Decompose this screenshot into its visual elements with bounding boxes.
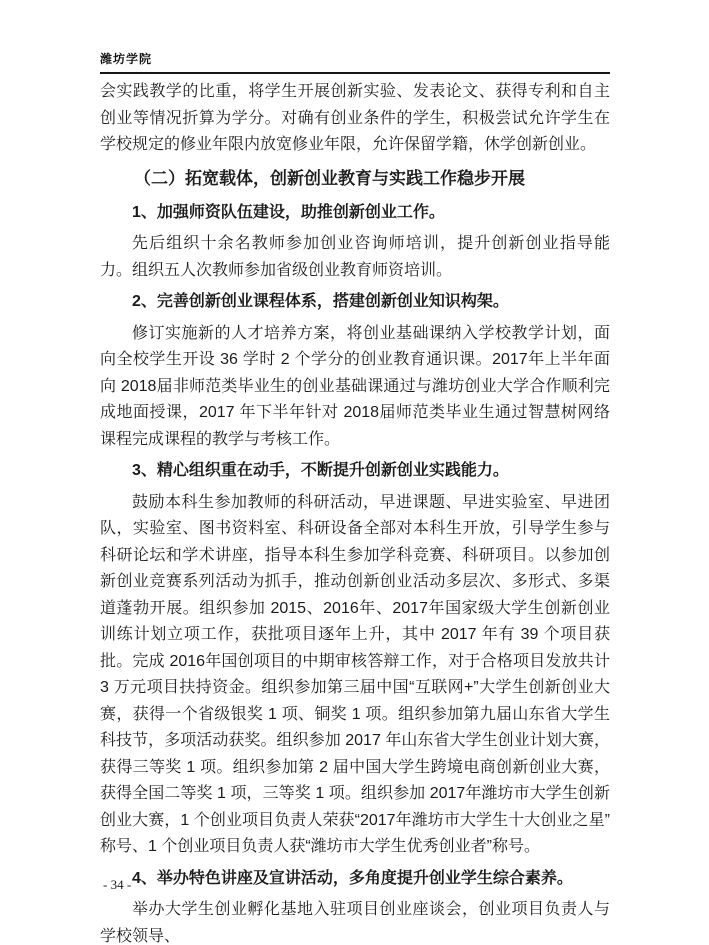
header-school-name: 潍坊学院 (100, 52, 153, 66)
body-paragraph: 修订实施新的人才培养方案，将创业基础课纳入学校教学计划，面向全校学生开设 36 学时 2 个学分的创业教育通识课。2017年上半年面向 2018届非师范类毕业生的创业基础课通过与潍坊创业大学合作顺利完成地面授课，2017 年下半年针对 2018届师范类毕业生通过智慧树网络课程完成课程的教学与考核工作。 (100, 324, 610, 448)
body-paragraph-continued: 会实践教学的比重，将学生开展创新实验、发表论文、获得专利和自主创业等情况折算为学分。对确有创业条件的学生，积极尝试允许学生在学校规定的修业年限内放宽修业年限，允许保留学籍，休学创新创业。 (100, 83, 610, 153)
document-body (100, 79, 610, 945)
body-paragraph: 举办大学生创业孵化基地入驻项目创业座谈会，创业项目负责人与学校领导、 (100, 901, 610, 945)
page-footer (103, 877, 131, 893)
numbered-heading-1: 1、加强师资队伍建设，助推创新创业工作。 (132, 203, 445, 221)
page-header (100, 50, 610, 74)
body-paragraph: 鼓励本科生参加教师的科研活动，早进课题、早进实验室、早进团队，实验室、图书资料室、科研设备全部对本科生开放，引导学生参与科研论坛和学术讲座，指导本科生参加学科竞赛、科研项目。以参加创新创业竞赛系列活动为抓手，推动创新创业活动多层次、多形式、多渠道蓬勃开展。组织参加 2015、2016年、2017年国家级大学生创新创业训练计划立项工作，获批项目逐年上升，其中 2017 年有 39 个项目获批。完成 2016年国创项目的中期审核答辩工作，对于合格项目发放共计 3 万元项目扶持资金。组织参加第三届中国“互联网+”大学生创新创业大赛，获得一个省级银奖 1 项、铜奖 1 项。组织参加第九届山东省大学生科技节，多项活动获奖。组织参加 2017 年山东省大学生创业计划大赛，获得三等奖 1 项。组织参加第 2 届中国大学生跨境电商创新创业大赛，获得全国二等奖 1 项，三等奖 1 项。组织参加 2017年潍坊市大学生创新创业大赛，1 个创业项目负责人荣获“2017年潍坊市大学生十大创业之星”称号、1 个创业项目负责人获“潍坊市大学生优秀创业者”称号。 (100, 493, 610, 855)
numbered-heading-2: 2、完善创新创业课程体系，搭建创新创业知识构架。 (132, 293, 509, 310)
numbered-heading-4: 4、举办特色讲座及宣讲活动，多角度提升创业学生综合素养。 (132, 869, 573, 887)
numbered-heading-3: 3、精心组织重在动手，不断提升创新创业实践能力。 (132, 462, 509, 479)
body-paragraph: 先后组织十余名教师参加创业咨询师培训，提升创新创业指导能力。组织五人次教师参加省级创业教育师资培训。 (100, 235, 610, 279)
section-heading: （二）拓宽载体，创新创业教育与实践工作稳步开展 (134, 168, 525, 188)
page-number: - 34 - (103, 877, 132, 892)
